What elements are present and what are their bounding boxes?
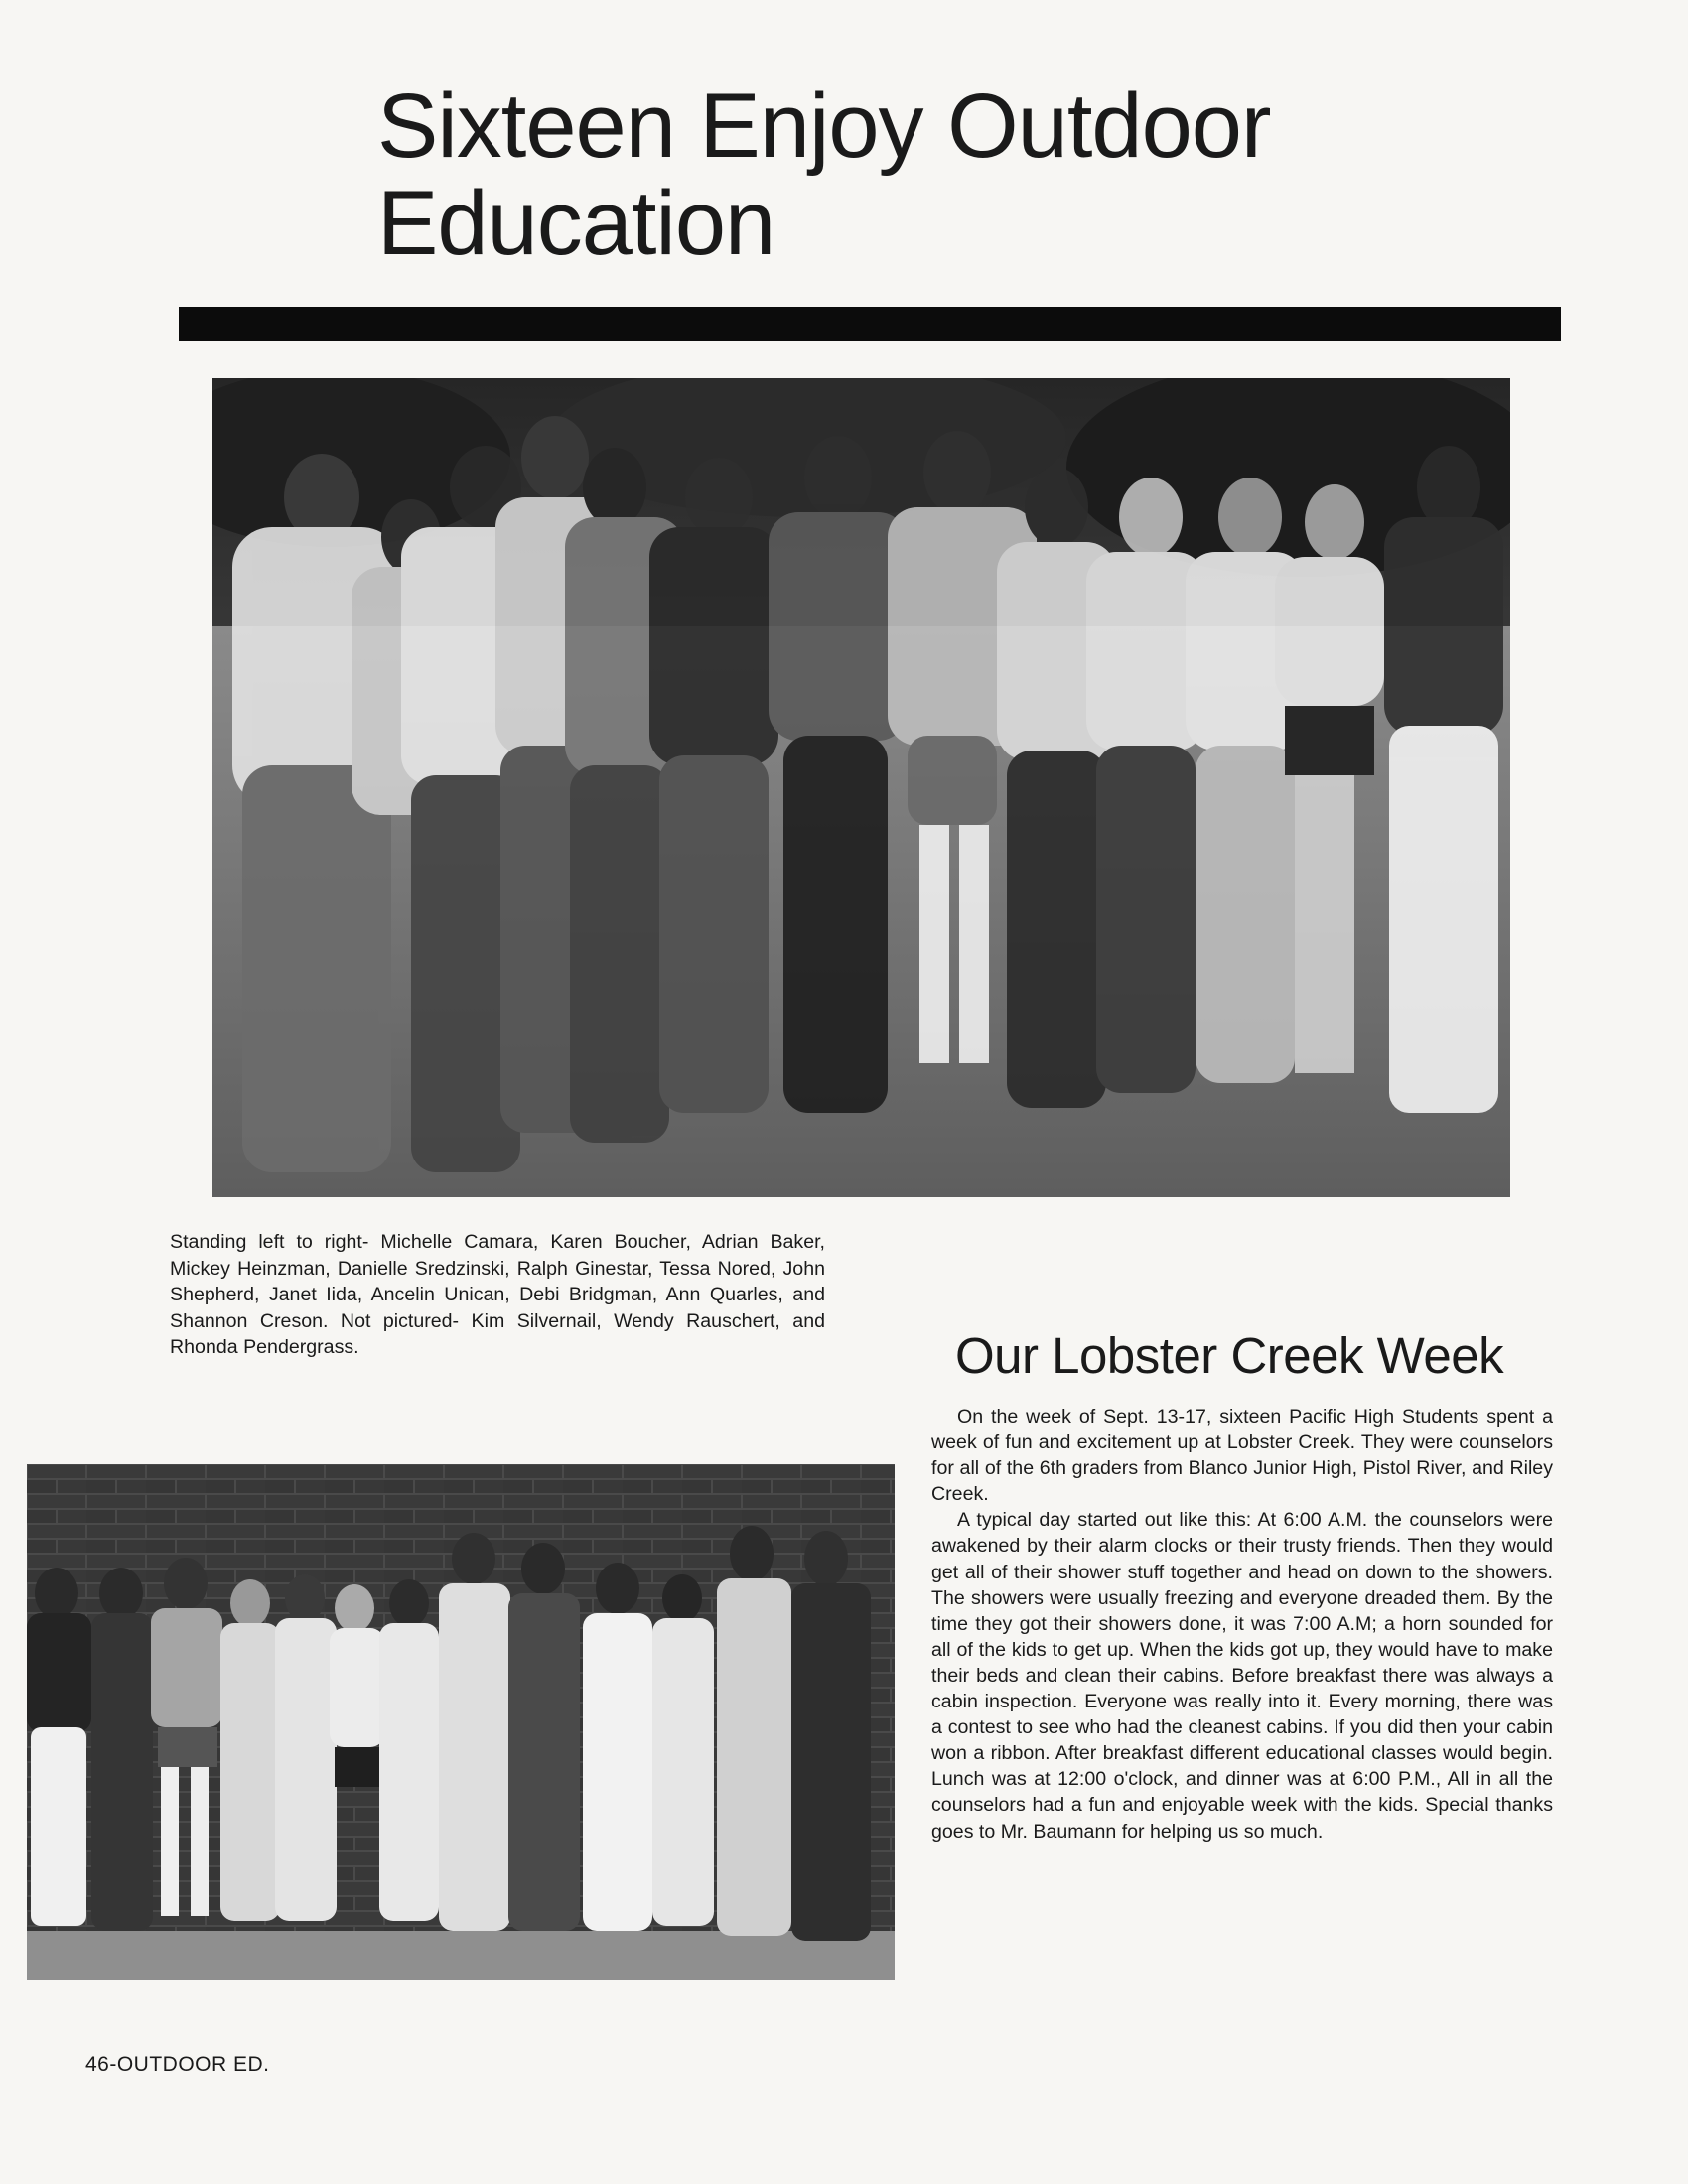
group-photo-outdoor xyxy=(212,378,1510,1197)
article-body xyxy=(931,1404,1553,1844)
photo-caption: Standing left to right- Michelle Camara, Karen Boucher, Adrian Baker, Mickey Heinzman, Danielle Sredzinski, Ralph Ginestar, Tessa Nored, John Shepherd, Janet Iida, Ancelin Unican, Debi Bridgman, Ann Quarles, and Shannon Creson. Not pictured- Kim Silvernail, Wendy Rauschert, and Rhonda Pendergrass. xyxy=(170,1231,825,1359)
article-paragraph: A typical day started out like this: At 6:00 A.M. the counselors were awakened by their alarm clocks or their trusty friends. Then they would get all of their shower stuff together and head on down to the showers. The showers were usually freezing and everyone dreaded them. By the time they got their showers done, it was 7:00 A.M; a horn sounded for all of the kids to get up. When the kids got up, they would have to make their beds and clean their cabins. Before breakfast there was always a cabin inspection. Everyone was really into it. Every morning, there was a contest to see who had the cleanest cabins. If you did then your cabin won a ribbon. After breakfast different educational classes would begin. Lunch was at 12:00 o'clock, and dinner was at 6:00 P.M., All in all the counselors had a fun and enjoyable week with the kids. Special thanks goes to Mr. Baumann for helping us so much. xyxy=(931,1509,1553,1843)
article-paragraph: On the week of Sept. 13-17, sixteen Pacific High Students spent a week of fun and excitement up at Lobster Creek. They were counselors for all of the 6th graders from Blanco Junior High, Pistol River, and Riley Creek. xyxy=(931,1406,1553,1506)
page-folio: 46-OUTDOOR ED. xyxy=(85,2053,270,2076)
group-photo-brick-wall xyxy=(27,1464,895,1980)
page-title: Sixteen Enjoy Outdoor Education xyxy=(377,75,1271,274)
title-rule xyxy=(179,307,1561,341)
article-heading: Our Lobster Creek Week xyxy=(955,1327,1504,1384)
